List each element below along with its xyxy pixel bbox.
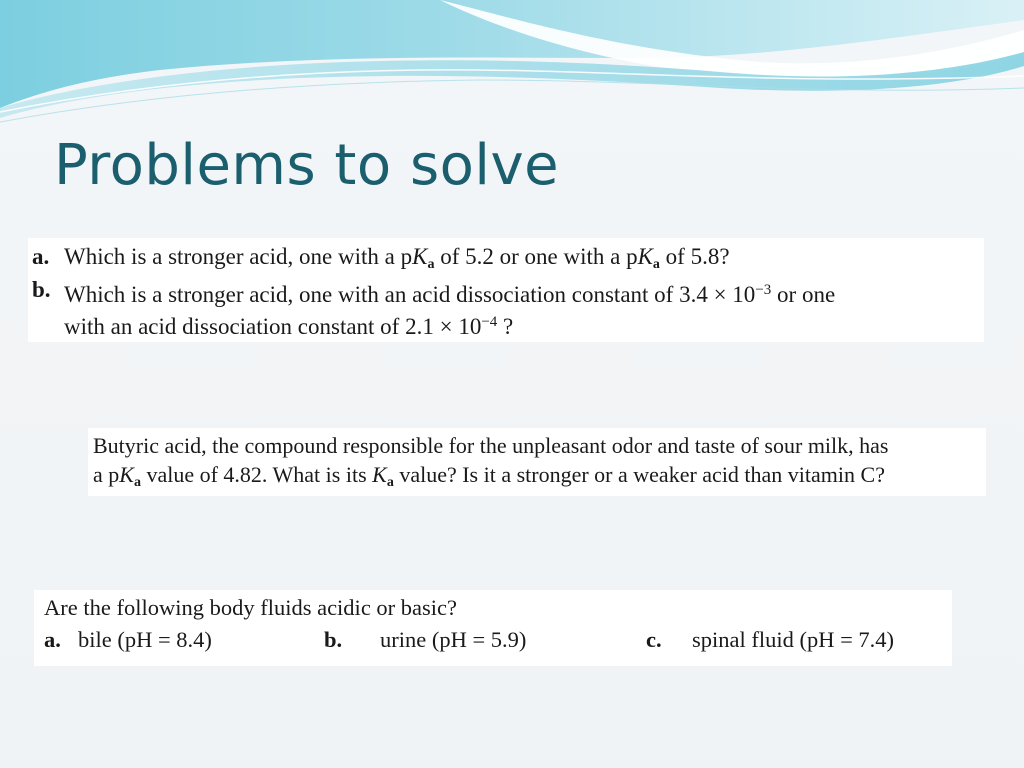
item-label-b: b. xyxy=(32,277,51,302)
problem-1b-continuation: with an acid dissociation constant of $2.1 \times 10^{-4}$ ? xyxy=(64,314,514,339)
problem-1b-text: Which is a stronger acid, one with an acid dissociation constant of $3.4 \times 10^{-3}$ or one xyxy=(64,282,836,307)
problem-card-1 xyxy=(28,238,984,342)
problem-3c-text: spinal fluid (pH = 7.4) xyxy=(692,627,895,652)
problem-3a-text: bile (pH = 8.4) xyxy=(78,627,212,652)
problem-2-line-2: a $pK_a$ value of 4.82. What is its $K_a$ value? Is it a stronger or a weaker acid than vitamin C? xyxy=(93,462,885,490)
item-label-c: c. xyxy=(646,627,662,652)
problem-3b-text: urine (pH = 5.9) xyxy=(380,627,527,652)
slide-title: Problems to solve xyxy=(54,133,560,198)
problem-3-question: Are the following body fluids acidic or basic? xyxy=(44,595,458,620)
problem-2-line-1: Butyric acid, the compound responsible for the unpleasant odor and taste of sour milk, has xyxy=(93,433,889,458)
wave-sky xyxy=(0,0,1024,108)
header-wave-banner xyxy=(0,0,1024,130)
problem-card-3 xyxy=(34,590,952,666)
item-label-a: a. xyxy=(44,627,61,652)
problem-card-2 xyxy=(88,428,986,496)
problem-1a-text: Which is a stronger acid, one with a $pK_a$ of 5.2 or one with a $pK_a$ of 5.8? xyxy=(64,244,730,272)
item-label-a: a. xyxy=(32,244,50,269)
item-label-b: b. xyxy=(324,627,343,652)
